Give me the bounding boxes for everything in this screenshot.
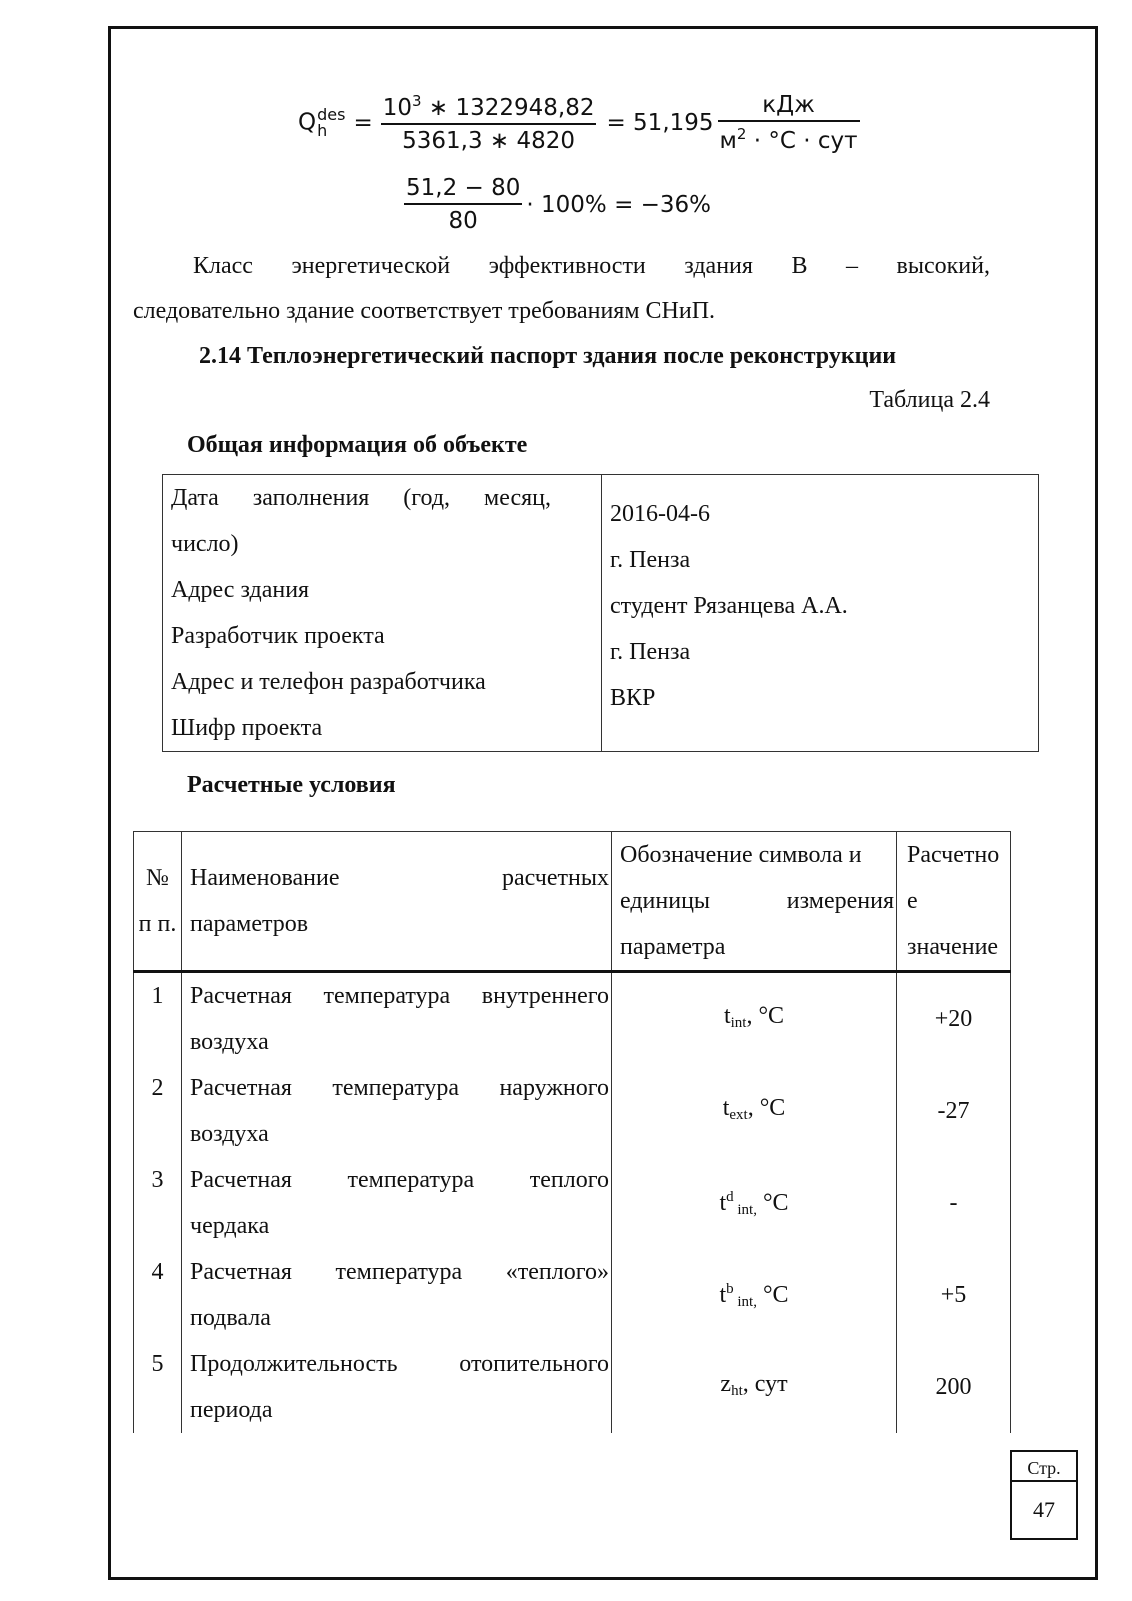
conditions-header-row <box>134 832 1011 972</box>
conditions-row <box>134 1341 1011 1433</box>
row-symbol: $t^b$ $_{int,}$ °C <box>612 1249 897 1341</box>
value-project-code: ВКР <box>610 685 656 711</box>
row-number: 3 <box>134 1157 182 1249</box>
formula-equals: = <box>353 110 373 136</box>
table-caption: Таблица 2.4 <box>869 387 990 413</box>
header-symbol: Обозначение символа и единицы измерения параметра <box>612 832 897 972</box>
conditions-row <box>134 1157 1011 1249</box>
conditions-row <box>134 1065 1011 1157</box>
formula-lhs: Q des h <box>298 105 346 140</box>
conditions-table <box>133 831 1011 1433</box>
formula2-rest: · 100% = −36% <box>526 191 712 218</box>
row-value: -27 <box>897 1065 1011 1157</box>
paragraph-line1: Класс энергетической эффективности здания В – высокий, <box>193 253 990 279</box>
header-value: Расчетно е значение <box>897 832 1011 972</box>
conditions-heading: Расчетные условия <box>187 772 396 798</box>
section-heading: 2.14 Теплоэнергетический паспорт здания после реконструкции <box>199 343 897 369</box>
value-address: г. Пенза <box>610 547 691 573</box>
row-number: 5 <box>134 1341 182 1433</box>
header-number: № п п. <box>134 832 182 972</box>
paragraph-line2: следовательно здание соответствует требованиям СНиП. <box>133 298 716 324</box>
row-number: 4 <box>134 1249 182 1341</box>
row-name: Расчетная температура внутреннего воздуха <box>182 972 612 1066</box>
row-value: +5 <box>897 1249 1011 1341</box>
label-developer-address: Адрес и телефон разработчика <box>171 669 486 695</box>
row-symbol: $t_{int}$, °C <box>612 972 897 1066</box>
label-address: Адрес здания <box>171 577 310 603</box>
general-info-labels <box>163 475 602 752</box>
formula2-fraction: $\frac{51,2 - 80}{80}$ <box>406 175 521 234</box>
row-name: Расчетная температура «теплого» подвала <box>182 1249 612 1341</box>
row-name: Расчетная температура теплого чердака <box>182 1157 612 1249</box>
page-number: 47 <box>1010 1482 1078 1540</box>
general-info-values <box>602 475 1039 752</box>
row-symbol: $z_{ht}$, сут <box>612 1341 897 1433</box>
conditions-row <box>134 972 1011 1066</box>
row-value: +20 <box>897 972 1011 1066</box>
row-value: - <box>897 1157 1011 1249</box>
formula-result: = 51,195 <box>606 110 714 136</box>
label-project-code: Шифр проекта <box>171 715 323 741</box>
general-info-heading: Общая информация об объекте <box>187 432 528 458</box>
row-name: Продолжительность отопительного периода <box>182 1341 612 1433</box>
header-name: Наименование расчетных параметров <box>182 832 612 972</box>
stamp-label: Стр. <box>1010 1450 1078 1482</box>
value-developer: студент Рязанцева А.А. <box>610 593 848 619</box>
value-date: 2016-04-6 <box>610 501 710 527</box>
formula-main-fraction: $\frac{10^3 ∗ 1322948,82}{5361,3 ∗ 4820}$ <box>382 92 595 154</box>
conditions-row <box>134 1249 1011 1341</box>
row-number: 2 <box>134 1065 182 1157</box>
row-symbol: $t_{ext}$, °C <box>612 1065 897 1157</box>
row-number: 1 <box>134 972 182 1066</box>
formula-specific-heat <box>298 92 860 154</box>
label-developer: Разработчик проекта <box>171 623 385 649</box>
label-date-line1: Дата заполнения (год, месяц, <box>171 485 551 511</box>
page-stamp <box>1010 1450 1078 1540</box>
row-symbol: $t^d$ $_{int,}$ °C <box>612 1157 897 1249</box>
general-info-table <box>162 474 1039 752</box>
formula-deviation <box>404 175 711 234</box>
formula-unit-fraction: $\frac{\text{кДж}}{м^2 \cdot ^\circ C \cdot сут}$ <box>719 92 858 154</box>
row-name: Расчетная температура наружного воздуха <box>182 1065 612 1157</box>
value-developer-address: г. Пенза <box>610 639 691 665</box>
label-date-line2: число) <box>171 531 239 557</box>
row-value: 200 <box>897 1341 1011 1433</box>
